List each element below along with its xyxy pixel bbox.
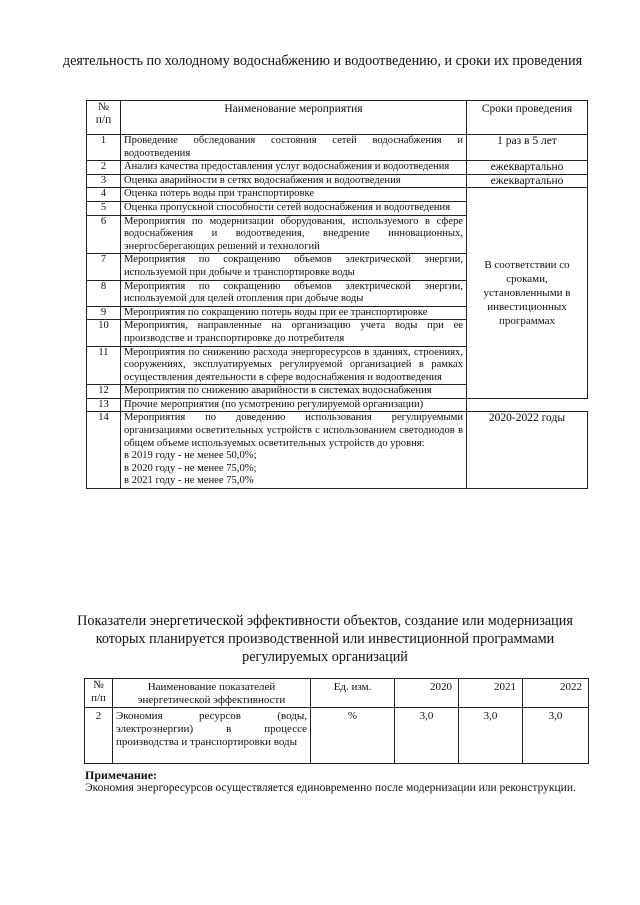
table-row [87,412,588,489]
measure-target-line: в 2019 году - не менее 50,0%; [124,450,257,462]
table-row [87,174,588,188]
table-row [85,708,589,764]
note-text: Экономия энергоресурсов осуществляется единовременно после модернизации или реконструкции. [85,782,576,794]
measure-text: Мероприятия, направленные на организацию учета воды при ее производстве и транспортировке до потребителя [124,320,463,344]
measure-text: Мероприятия по снижению расхода энергоресурсов в зданиях, строениях, сооружениях, эксплуатируемых регулируемой организацией в рамках осуществления деятельности в сфере водоснабжения и водоотведения [124,346,463,383]
measure-text: Мероприятия по сокращению объемов электрической энергии, используемой для целей отопления при добыче воды [124,280,463,305]
row-term: ежеквартально [467,161,588,175]
row-measure [121,174,467,188]
indicators-table [84,678,589,764]
row-num: 5 [87,201,121,215]
row-term: 2020-2022 годы [467,412,588,489]
section-heading-bottom: Показатели энергетической эффективности объектов, создание или модернизация которых планируется производственной или инвестиционной программами регулируемых организаций [77,613,573,665]
row-measure [121,385,467,399]
measure-text: Оценка пропускной способности сетей водоснабжения и водоотведения [124,201,451,213]
row-term: 1 раз в 5 лет [467,135,588,161]
row-measure [121,346,467,385]
col-header-2021: 2021 [459,679,523,708]
row-measure [121,306,467,320]
row-unit: % [311,708,395,764]
row-measure [121,215,467,254]
row-num: 2 [87,161,121,175]
row-value-2021: 3,0 [459,708,523,764]
row-num: 6 [87,215,121,254]
merged-term-cell: В соответствии со сроками, установленными в инвестиционных программах [467,188,588,399]
col-header-name: Наименование мероприятия [121,101,467,135]
row-measure [121,135,467,161]
note-title: Примечание: [85,768,158,782]
row-term: ежеквартально [467,174,588,188]
row-num: 2 [85,708,113,764]
row-measure [121,412,467,489]
row-num: 7 [87,254,121,280]
row-num: 11 [87,346,121,385]
measure-text: Анализ качества предоставления услуг водоснабжения и водоотведения [124,161,450,173]
row-measure [121,188,467,202]
section-heading-top: деятельность по холодному водоснабжению и водоотведению, и сроки их проведения [62,53,583,69]
row-measure [121,320,467,346]
row-measure [121,201,467,215]
row-measure [121,161,467,175]
table-row [87,188,588,202]
row-num: 14 [87,412,121,489]
table-row [87,161,588,175]
measure-text: Мероприятия по сокращению потерь воды при ее транспортировке [124,306,428,318]
row-num: 9 [87,306,121,320]
col-header-2020: 2020 [395,679,459,708]
row-num: 8 [87,280,121,306]
row-value-2020: 3,0 [395,708,459,764]
row-num: 1 [87,135,121,161]
measure-text: Мероприятия по модернизации оборудования, используемого в сфере водоснабжения и водоотведения, внедрение инновационных, энергосберегающих решений и технологий [124,215,463,252]
measure-text: Проведение обследования состояния сетей водоснабжения и водоотведения [124,135,463,159]
measure-text: Оценка потерь воды при транспортировке [124,188,315,200]
row-num: 10 [87,320,121,346]
col-header-indicator: Наименование показателей энергетической эффективности [113,679,311,708]
col-header-term: Сроки проведения [467,101,588,135]
measure-text: Прочие мероприятия (по усмотрению регулируемой организации) [124,398,424,410]
table-row [87,398,588,412]
table-row [87,135,588,161]
row-num: 3 [87,174,121,188]
measure-text: Оценка аварийности в сетях водоснабжения и водоотведения [124,174,401,186]
row-num: 12 [87,385,121,399]
measure-target-line: в 2021 году - не менее 75,0% [124,475,254,487]
col-header-unit: Ед. изм. [311,679,395,708]
row-value-2022: 3,0 [523,708,589,764]
row-measure [121,280,467,306]
row-num: 4 [87,188,121,202]
measure-text: Мероприятия по доведению использования регулируемыми организациями осветительных устройств с использованием светодиодов в общем объеме используемых осветительных устройств до уровня: [124,412,463,449]
measure-target-line: в 2020 году - не менее 75,0%; [124,462,257,474]
row-num: 13 [87,398,121,412]
row-measure [121,254,467,280]
row-indicator: Экономия ресурсов (воды, электроэнергии) в процессе производства и транспортировки воды [113,708,311,764]
measures-table [86,100,588,489]
col-header-num: № п/п [85,679,113,708]
measure-text: Мероприятия по снижению аварийности в системах водоснабжения [124,385,432,397]
measure-text: Мероприятия по сокращению объемов электрической энергии, используемой при добыче и транспортировке воды [124,254,463,278]
col-header-2022: 2022 [523,679,589,708]
col-header-num: № п/п [87,101,121,135]
row-measure [121,398,467,412]
